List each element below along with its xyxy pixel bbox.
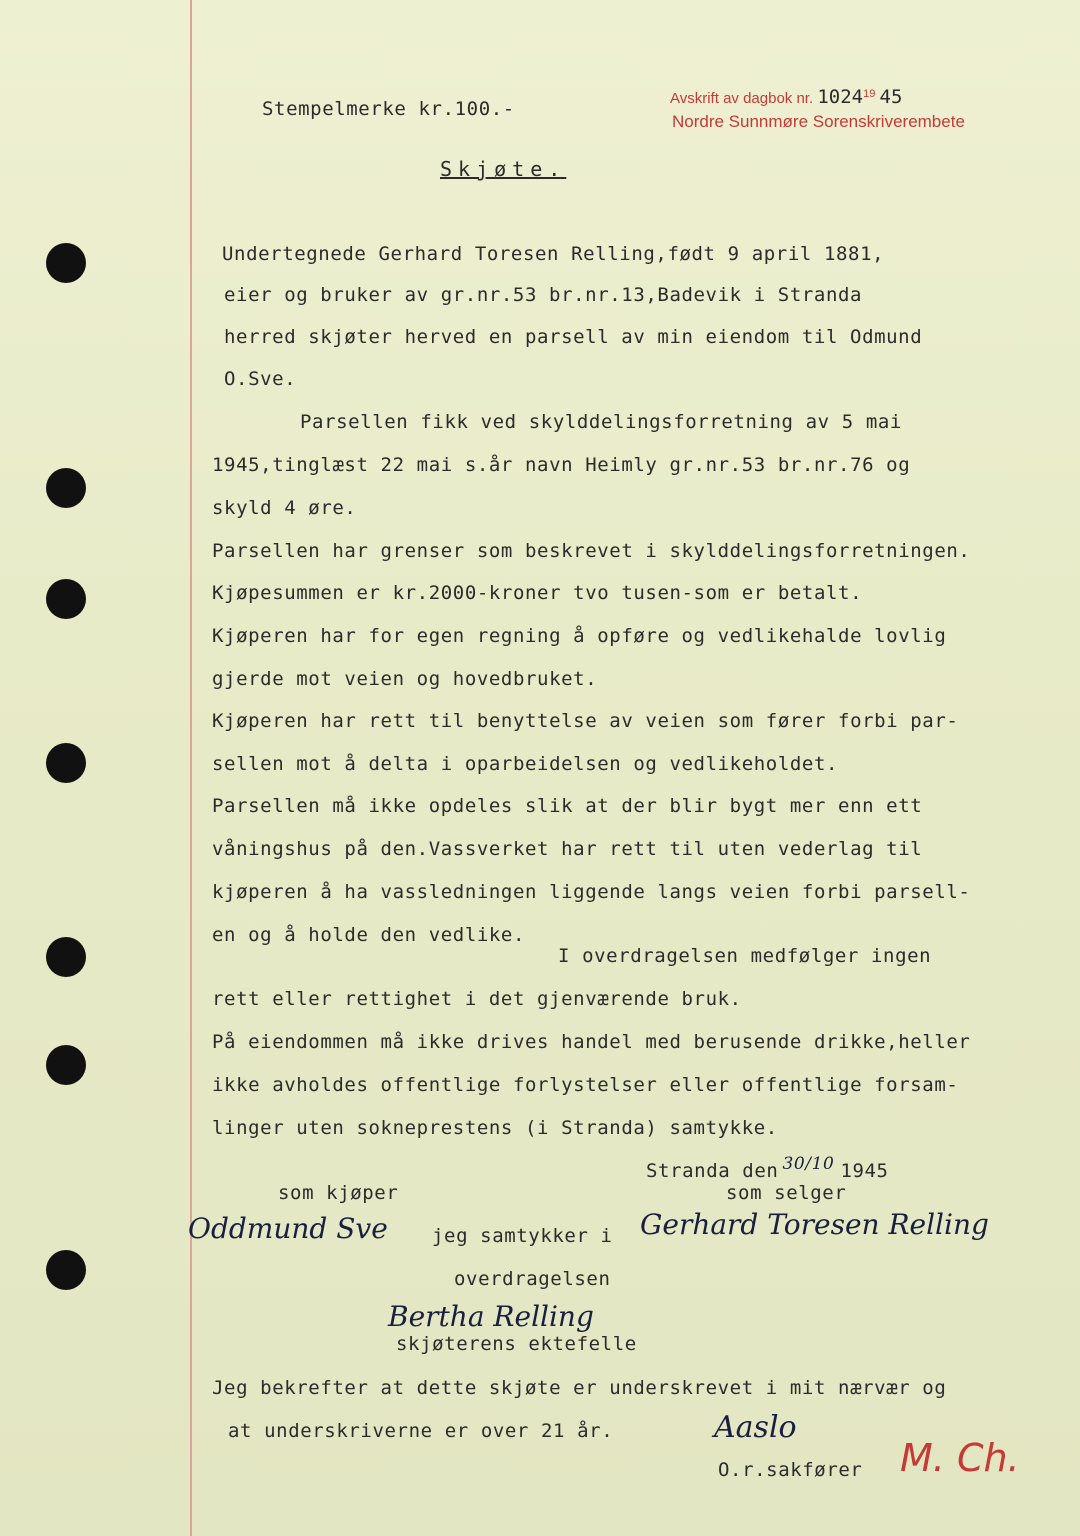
margin-line bbox=[190, 0, 192, 1536]
copy-stamp-prefix: Avskrift av dagbok nr. bbox=[670, 90, 814, 107]
consent-line-1: jeg samtykker i bbox=[432, 1225, 613, 1247]
attestation-line-2: at underskriverne er over 21 år. bbox=[228, 1420, 614, 1442]
punch-hole-icon bbox=[46, 1045, 86, 1085]
body-line: 1945,tinglæst 22 mai s.år navn Heimly gr.nr.53 br.nr.76 og bbox=[212, 454, 911, 476]
date-place-label: Stranda den bbox=[646, 1160, 779, 1182]
body-line: Parsellen fikk ved skylddelingsforretning av 5 mai bbox=[300, 411, 902, 433]
copy-stamp-number: 1024 bbox=[817, 86, 864, 108]
body-line: en og å holde den vedlike. bbox=[212, 924, 526, 946]
spouse-signature: Bertha Relling bbox=[388, 1300, 594, 1333]
witness-signature: Aaslo bbox=[714, 1410, 797, 1445]
buyer-signature: Oddmund Sve bbox=[188, 1212, 388, 1245]
copy-stamp-year-small: 19 bbox=[863, 88, 876, 100]
body-line: skyld 4 øre. bbox=[212, 497, 357, 519]
copy-stamp-year: 45 bbox=[879, 86, 903, 108]
date-year: 1945 bbox=[840, 1160, 889, 1182]
initials-mark: M. Ch. bbox=[900, 1436, 1020, 1480]
body-line: kjøperen å ha vassledningen liggende langs veien forbi parsell- bbox=[212, 881, 971, 903]
consent-line-2: overdragelsen bbox=[454, 1268, 611, 1290]
stamp-paper-note: Stempelmerke kr.100.- bbox=[262, 98, 515, 120]
body-line: våningshus på den.Vassverket har rett til uten vederlag til bbox=[212, 838, 923, 860]
attestation-line-1: Jeg bekrefter at dette skjøte er underskrevet i mit nærvær og bbox=[212, 1377, 947, 1399]
body-line: Parsellen må ikke opdeles slik at der blir bygt mer enn ett bbox=[212, 795, 923, 817]
punch-hole-icon bbox=[46, 937, 86, 977]
body-line: rett eller rettighet i det gjenværende bruk. bbox=[212, 988, 742, 1010]
body-line: eier og bruker av gr.nr.53 br.nr.13,Badevik i Stranda bbox=[224, 284, 863, 306]
body-line: sellen mot å delta i oparbeidelsen og vedlikeholdet. bbox=[212, 753, 839, 775]
body-line: ikke avholdes offentlige forlystelser eller offentlige forsam- bbox=[212, 1074, 959, 1096]
copy-stamp-line-1 bbox=[670, 86, 902, 108]
copy-stamp-line-2: Nordre Sunnmøre Sorenskriverembete bbox=[672, 112, 965, 131]
buyer-label: som kjøper bbox=[278, 1182, 399, 1204]
body-line: linger uten sokneprestens (i Stranda) samtykke. bbox=[212, 1117, 778, 1139]
body-line: O.Sve. bbox=[224, 368, 297, 390]
body-line: Undertegnede Gerhard Toresen Relling,født 9 april 1881, bbox=[222, 243, 885, 265]
punch-hole-icon bbox=[46, 1250, 86, 1290]
attestation-role: O.r.sakfører bbox=[718, 1459, 863, 1481]
punch-hole-icon bbox=[46, 743, 86, 783]
body-line: herred skjøter herved en parsell av min eiendom til Odmund bbox=[224, 326, 923, 348]
body-line: I overdragelsen medfølger ingen bbox=[558, 945, 932, 967]
seller-signature: Gerhard Toresen Relling bbox=[640, 1208, 989, 1241]
date-handwritten: 30/10 bbox=[782, 1154, 835, 1174]
date-place bbox=[646, 1154, 889, 1182]
body-line: Parsellen har grenser som beskrevet i skylddelingsforretningen. bbox=[212, 540, 971, 562]
body-line: På eiendommen må ikke drives handel med berusende drikke,heller bbox=[212, 1031, 971, 1053]
document-title: Skjøte. bbox=[440, 157, 567, 181]
body-line: gjerde mot veien og hovedbruket. bbox=[212, 668, 598, 690]
body-line: Kjøperen har rett til benyttelse av veien som fører forbi par- bbox=[212, 710, 959, 732]
seller-label: som selger bbox=[726, 1182, 847, 1204]
body-line: Kjøperen har for egen regning å opføre og vedlikehalde lovlig bbox=[212, 625, 947, 647]
punch-hole-icon bbox=[46, 243, 86, 283]
punch-hole-icon bbox=[46, 579, 86, 619]
punch-hole-icon bbox=[46, 468, 86, 508]
body-line: Kjøpesummen er kr.2000-kroner tvo tusen-som er betalt. bbox=[212, 582, 863, 604]
spouse-label: skjøterens ektefelle bbox=[396, 1333, 637, 1355]
